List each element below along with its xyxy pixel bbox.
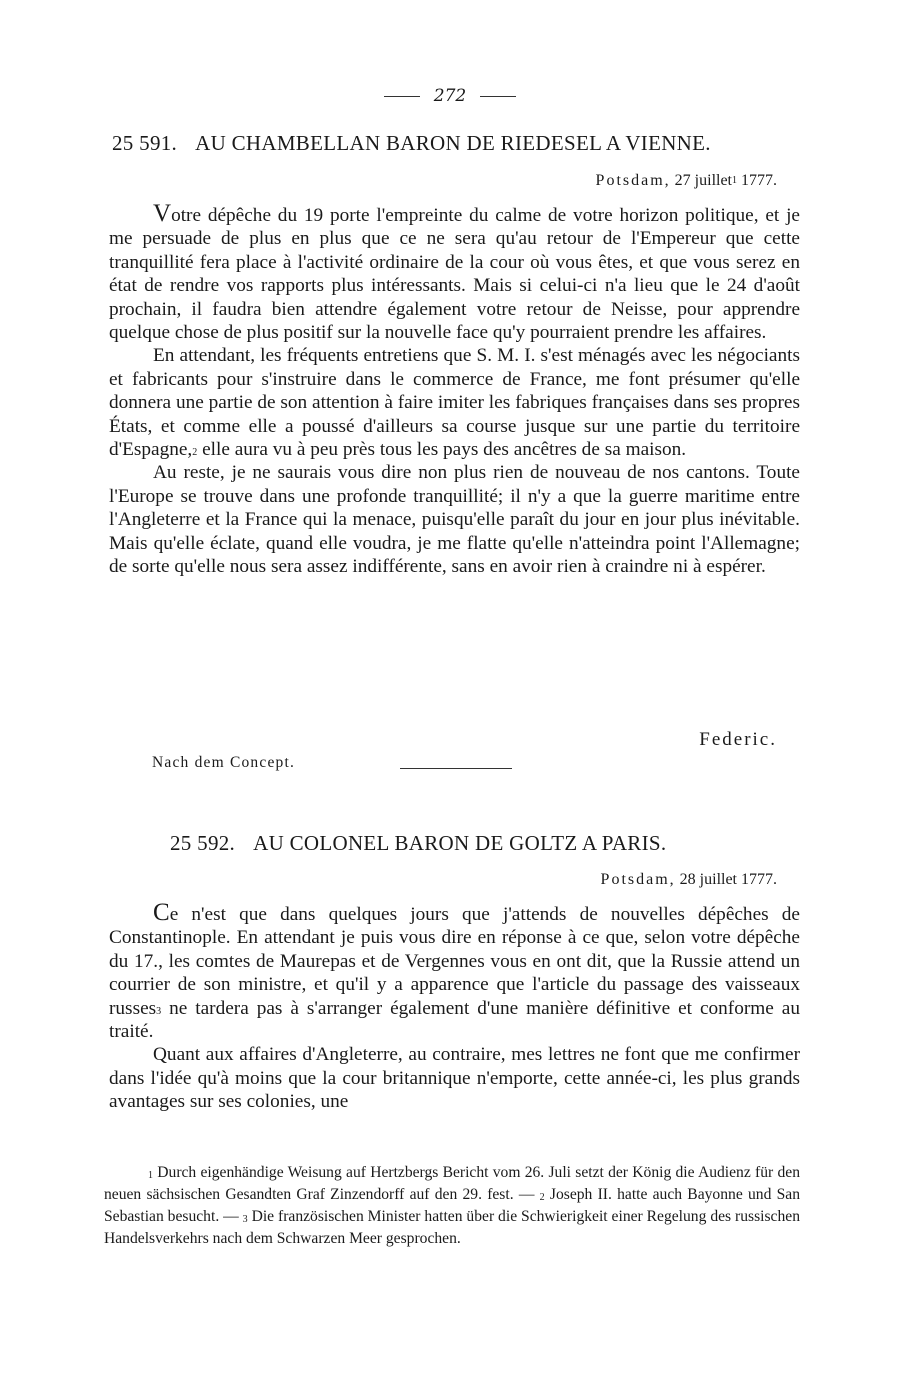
footnotes: [104, 1162, 800, 1250]
letter-2-heading: [170, 831, 666, 856]
letter-1-dateline: [596, 172, 777, 190]
letter-2-paragraph-1-text-b: ne tardera pas à s'arranger également d'une manière définitive et conforme au traité.: [109, 997, 800, 1043]
letter-1-paragraph-2: [109, 344, 800, 461]
letter-1-date-text: 27 juillet: [674, 172, 732, 189]
section-divider: [400, 768, 512, 769]
letter-1-paragraph-2-text-b: elle aura vu à peu près tous les pays des ancêtres de sa maison.: [197, 439, 687, 461]
footnote-mark-2: 2: [539, 1192, 545, 1203]
drop-letter: V: [153, 200, 172, 227]
letter-2-date: 28 juillet 1777.: [679, 871, 777, 888]
letter-1-source-note: Nach dem Concept.: [152, 754, 296, 771]
footnote-2-text: Joseph II. hatte auch Bayonne und San Sebastian besucht. —: [104, 1186, 800, 1225]
letter-2-number: 25 592.: [170, 831, 236, 855]
page-number: [0, 86, 900, 106]
letter-1-place: Potsdam,: [595, 172, 671, 189]
letter-1-paragraph-1-text: otre dépêche du 19 porte l'empreinte du calme de votre horizon politique, et je me persuade de plus en plus que ce ne sera qu'au retour de l'Empereur que cette tranquillité fera place à l'activité ordinaire de la cour où vous êtes, et que vous serez en état de rendre vos rapports plus intéressants. Mais si celui-ci n'a lieu que le 24 d'août prochain, il faudra bien attendre également votre retour de Neisse, pour apprendre quelque chose de plus positif sur la nouvelle face qu'y pourraient prendre les affaires.: [109, 205, 800, 344]
letter-2-dateline: [601, 871, 777, 889]
drop-letter: C: [153, 899, 170, 926]
letter-1-paragraph-2-text-a: En attendant, les fréquents entretiens que S. M. I. s'est ménagés avec les négociants et fabricants pour s'instruire dans le commerce de France, me font présumer qu'elle donnera une partie de son attention à faire imiter les fabriques françaises dans ses propres États, et comme elle a poussé d'ailleurs sa course jusque sur une partie du territoire d'Espagne,: [109, 345, 800, 461]
page-number-text: 272: [433, 86, 467, 106]
footnote-mark-1: 1: [148, 1170, 153, 1181]
letter-2-paragraph-1: [109, 901, 800, 1043]
footnote-ref-3: 3: [156, 1005, 162, 1017]
letter-2-body: [109, 901, 800, 1114]
footnote-mark-3: 3: [242, 1214, 248, 1225]
letter-1-year: 1777.: [737, 172, 777, 189]
letter-1-paragraph-3: Au reste, je ne saurais vous dire non plus rien de nouveau de nos cantons. Toute l'Europe se trouve dans une profonde tranquillité; il n'y a que la guerre maritime entre l'Angleterre et la France qui la menace, puisqu'elle paraît du jour en jour plus inévitable. Mais qu'elle éclate, quand elle voudra, je me flatte qu'elle n'atteindra point l'Allemagne; de sorte qu'elle nous sera assez indifférente, sans en avoir rien à craindre ni à espérer.: [109, 462, 800, 578]
page-number-dash-right: [480, 96, 516, 97]
page-number-dash-left: [384, 96, 420, 97]
letter-1-title: AU CHAMBELLAN BARON DE RIEDESEL A VIENNE.: [195, 131, 711, 155]
letter-2-paragraph-1-text-a: e n'est que dans quelques jours que j'attends de nouvelles dépêches de Constantinople. En attendant je puis vous dire en réponse à ce que, selon votre dépêche du 17., les comtes de Maurepas et de Vergennes vous en ont dit, que la Russie attend un courrier de son ministre, et qu'il y a apparence que l'article du passage des vaisseaux russes: [109, 904, 800, 1019]
letter-1-body: [109, 202, 800, 579]
footnote-3-text: Die französischen Minister hatten über die Schwierigkeit einer Regelung des russischen Handelsverkehrs nach dem Schwarzen Meer gesprochen.: [104, 1208, 800, 1247]
letter-2-title: AU COLONEL BARON DE GOLTZ A PARIS.: [253, 831, 667, 855]
footnote-ref-1: 1: [732, 175, 737, 186]
letter-2-place: Potsdam,: [600, 871, 676, 888]
footnote-ref-2: 2: [192, 447, 198, 459]
footnote-block: [104, 1162, 800, 1250]
letter-1-date: [675, 172, 777, 189]
letter-1-signature: Federic.: [699, 729, 777, 750]
letter-1-paragraph-1: [109, 202, 800, 344]
letter-2-paragraph-2: Quant aux affaires d'Angleterre, au contraire, mes lettres ne font que me confirmer dans l'idée qu'à moins que la cour britannique n'emporte, cette année-ci, les plus grands avantages sur ses colonies, une: [109, 1044, 800, 1113]
letter-1-number: 25 591.: [112, 131, 178, 155]
letter-1-heading: [112, 131, 711, 156]
footnote-1-text: Durch eigenhändige Weisung auf Hertzbergs Bericht vom 26. Juli setzt der König die Audienz für den neuen sächsischen Gesandten Graf Zinzendorff auf den 29. fest. —: [104, 1164, 800, 1203]
